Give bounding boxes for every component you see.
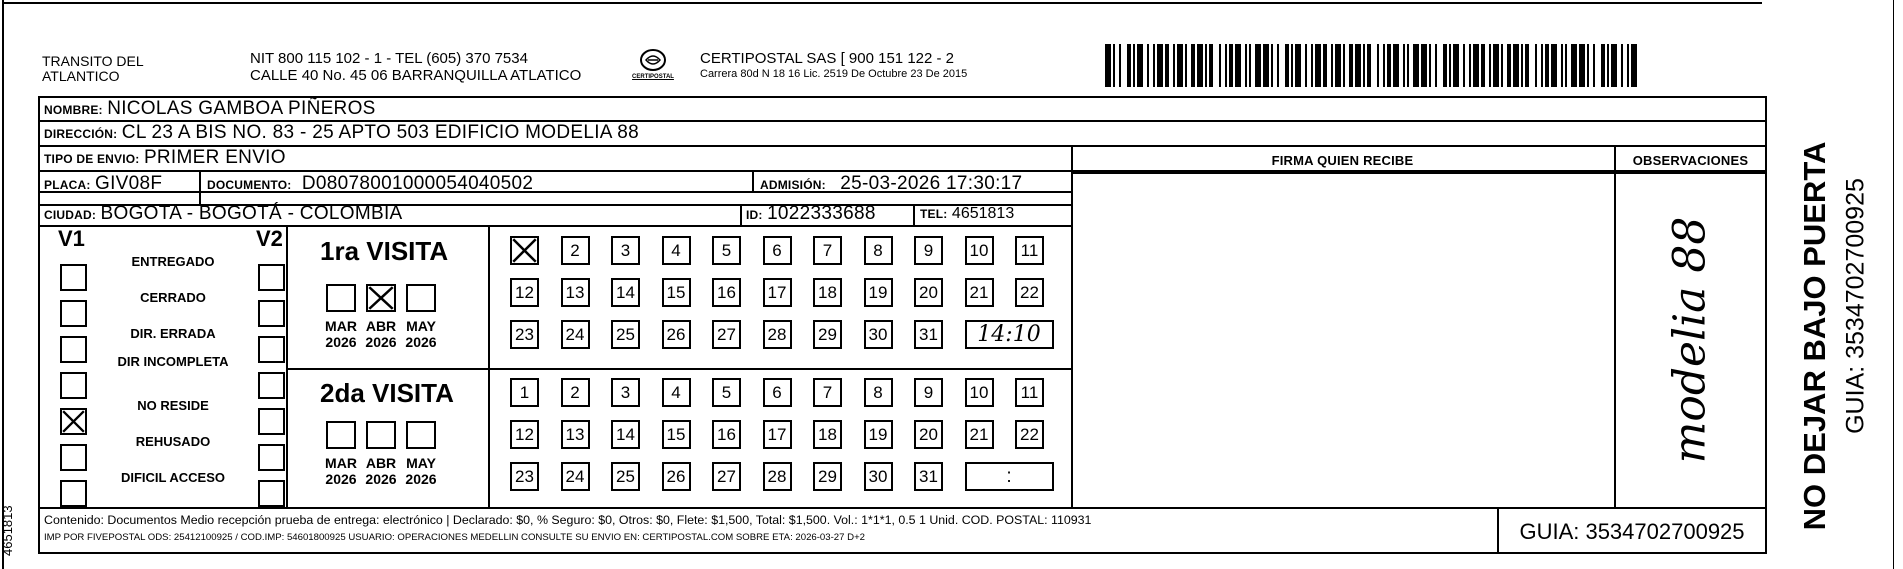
col-firma-left xyxy=(1071,145,1073,507)
day-box: 29 xyxy=(813,320,842,349)
nombre-label: NOMBRE: xyxy=(44,103,103,117)
placa-value: GIV08F xyxy=(94,173,163,194)
day-box: 4 xyxy=(662,236,691,265)
col-header-line xyxy=(1071,172,1767,174)
visit-mid-line xyxy=(286,368,1072,370)
status-divider xyxy=(286,225,288,507)
tel-divider xyxy=(913,204,915,225)
day-box: 13 xyxy=(561,278,590,307)
day-box: 9 xyxy=(914,236,943,265)
month-label xyxy=(399,318,443,350)
day-box: 14 xyxy=(611,420,640,449)
month-name: MAR xyxy=(325,455,357,471)
v1-header: V1 xyxy=(58,226,85,251)
month-checkbox xyxy=(366,284,396,312)
day-box: 16 xyxy=(712,278,741,307)
month-name: ABR xyxy=(365,455,397,471)
day-box: 28 xyxy=(763,462,792,491)
barcode xyxy=(1105,44,1639,87)
v2-header: V2 xyxy=(256,226,283,251)
day-box: 23 xyxy=(510,462,539,491)
day-box: 26 xyxy=(662,320,691,349)
day-box: 3 xyxy=(611,236,640,265)
month-name: MAY xyxy=(406,455,436,471)
status-v1-checkbox xyxy=(60,372,87,399)
admision-cell xyxy=(760,173,1022,195)
day-box: 14 xyxy=(611,278,640,307)
barcode-bar xyxy=(1631,44,1637,87)
status-label: DIR. ERRADA xyxy=(130,326,216,341)
day-box: 20 xyxy=(914,420,943,449)
visit2-title: 2da VISITA xyxy=(320,378,454,408)
time-box: : xyxy=(965,462,1054,491)
carrier-logo-icon xyxy=(639,48,667,72)
direccion-row xyxy=(44,122,639,144)
day-box: 24 xyxy=(561,462,590,491)
month-checkbox xyxy=(406,284,436,312)
day-box: 30 xyxy=(864,320,893,349)
direccion-label: DIRECCIÓN: xyxy=(44,127,118,141)
day-box: 23 xyxy=(510,320,539,349)
row-line-footer xyxy=(38,507,1767,509)
ciudad-value: BOGOTA - BOGOTÁ - COLOMBIA xyxy=(100,203,403,224)
sender-address: CALLE 40 No. 45 06 BARRANQUILLA ATLATICO xyxy=(250,67,582,84)
day-box: 4 xyxy=(662,378,691,407)
status-label: ENTREGADO xyxy=(131,254,215,269)
ciudad-cell xyxy=(44,203,403,225)
admision-label: ADMISIÓN: xyxy=(760,178,826,192)
sender-name-line1: TRANSITO DEL xyxy=(42,53,144,69)
day-box: 5 xyxy=(712,236,741,265)
day-box: 12 xyxy=(510,278,539,307)
day-box: 7 xyxy=(813,236,842,265)
left-edge-phone: 4651813 xyxy=(0,505,15,556)
visit1-title: 1ra VISITA xyxy=(320,236,449,266)
firma-header: FIRMA QUIEN RECIBE xyxy=(1271,153,1414,168)
direccion-value: CL 23 A BIS NO. 83 - 25 APTO 503 EDIFICIO MODELIA 88 xyxy=(121,122,640,143)
day-box: 15 xyxy=(662,420,691,449)
day-box: 3 xyxy=(611,378,640,407)
tipo-row xyxy=(44,147,286,169)
time-box: 14:10 xyxy=(965,320,1054,349)
carrier-logo-text: CERTIPOSTAL xyxy=(632,74,674,80)
side-guia: GUIA: 3534702700925 xyxy=(1841,178,1870,434)
day-box: 13 xyxy=(561,420,590,449)
month-year: 2026 xyxy=(405,334,437,350)
nombre-row xyxy=(44,98,376,120)
day-box: 8 xyxy=(864,378,893,407)
id-divider xyxy=(740,204,742,225)
day-box: 19 xyxy=(864,278,893,307)
day-box: 5 xyxy=(712,378,741,407)
month-name: MAY xyxy=(406,318,436,334)
day-box: 6 xyxy=(763,378,792,407)
visit-divider xyxy=(488,225,490,507)
day-box: 21 xyxy=(965,420,994,449)
day-box: 11 xyxy=(1015,236,1044,265)
day-box: 22 xyxy=(1015,420,1044,449)
documento-cell xyxy=(207,173,533,195)
status-label: CERRADO xyxy=(140,290,206,305)
footer-contenido: Contenido: Documentos Medio recepción prueba de entrega: electrónico | Declarado: $0, % Seguro: $0, Otros: $0, Flete: $1,500, Total: $1,500. Vol.: 1*1*1, 0.5 1 Unid. COD. POSTAL: 110931 xyxy=(44,513,1092,527)
page-top-edge xyxy=(2,2,1762,4)
placa-label: PLACA: xyxy=(44,178,91,192)
month-label xyxy=(399,455,443,487)
documento-label: DOCUMENTO: xyxy=(207,178,292,192)
observation-handwriting xyxy=(1620,185,1760,500)
day-box: 8 xyxy=(864,236,893,265)
row-line-2 xyxy=(38,145,1767,147)
admision-value: 25-03-2026 17:30:17 xyxy=(840,173,1023,194)
placa-cell xyxy=(44,173,162,195)
tel-value: 4651813 xyxy=(951,205,1015,222)
day-box: 10 xyxy=(965,378,994,407)
day-box: 17 xyxy=(763,420,792,449)
day-box: 22 xyxy=(1015,278,1044,307)
day-box: 25 xyxy=(611,320,640,349)
day-box: 24 xyxy=(561,320,590,349)
day-box: 11 xyxy=(1015,378,1044,407)
month-year: 2026 xyxy=(365,471,397,487)
month-name: MAR xyxy=(325,318,357,334)
day-box: 1 xyxy=(510,378,539,407)
day-box: 12 xyxy=(510,420,539,449)
day-box xyxy=(510,236,539,265)
sender-name xyxy=(42,54,144,84)
day-box: 20 xyxy=(914,278,943,307)
month-label xyxy=(359,318,403,350)
day-box: 28 xyxy=(763,320,792,349)
id-cell xyxy=(746,203,876,225)
month-year: 2026 xyxy=(325,471,357,487)
placa-divider xyxy=(199,170,201,205)
month-checkbox xyxy=(326,421,356,449)
day-box: 17 xyxy=(763,278,792,307)
status-label: REHUSADO xyxy=(135,434,211,449)
admision-divider xyxy=(752,170,754,191)
day-box: 26 xyxy=(662,462,691,491)
month-checkbox xyxy=(326,284,356,312)
day-box: 10 xyxy=(965,236,994,265)
day-box: 2 xyxy=(561,236,590,265)
day-box: 27 xyxy=(712,462,741,491)
day-box: 7 xyxy=(813,378,842,407)
status-label: NO RESIDE xyxy=(137,398,209,413)
tipo-value: PRIMER ENVIO xyxy=(143,147,286,168)
day-box: 16 xyxy=(712,420,741,449)
month-year: 2026 xyxy=(405,471,437,487)
day-box: 30 xyxy=(864,462,893,491)
carrier-license: Carrera 80d N 18 16 Lic. 2519 De Octubre 23 De 2015 xyxy=(700,68,968,80)
day-box: 31 xyxy=(914,462,943,491)
day-box: 6 xyxy=(763,236,792,265)
row-line-6 xyxy=(38,225,1072,227)
col-obs-left xyxy=(1614,145,1616,507)
sender-nit: NIT 800 115 102 - 1 - TEL (605) 370 7534 xyxy=(250,50,528,67)
observation-handwriting-text: modelia 88 xyxy=(1664,216,1716,464)
day-box: 18 xyxy=(813,278,842,307)
month-checkbox xyxy=(366,421,396,449)
month-label xyxy=(359,455,403,487)
tipo-label: TIPO DE ENVIO: xyxy=(44,152,140,166)
month-name: ABR xyxy=(365,318,397,334)
sender-info xyxy=(250,50,581,84)
ciudad-label: CIUDAD: xyxy=(44,208,97,222)
sender-name-line2: ATLANTICO xyxy=(42,68,120,84)
day-box: 27 xyxy=(712,320,741,349)
day-box: 9 xyxy=(914,378,943,407)
tel-label: TEL: xyxy=(920,207,948,221)
footer-guia: GUIA: 3534702700925 xyxy=(1519,519,1745,544)
day-box: 15 xyxy=(662,278,691,307)
observaciones-header: OBSERVACIONES xyxy=(1632,153,1749,168)
carrier-info xyxy=(700,50,967,81)
side-no-dejar: NO DEJAR BAJO PUERTA xyxy=(1797,141,1832,531)
month-year: 2026 xyxy=(325,334,357,350)
month-year: 2026 xyxy=(365,334,397,350)
day-box: 29 xyxy=(813,462,842,491)
month-checkbox xyxy=(406,421,436,449)
carrier-logo xyxy=(630,48,676,80)
month-label xyxy=(319,455,363,487)
day-box: 21 xyxy=(965,278,994,307)
status-v2-checkbox xyxy=(258,372,285,399)
id-value: 1022333688 xyxy=(767,203,876,224)
month-label xyxy=(319,318,363,350)
carrier-name: CERTIPOSTAL SAS [ 900 151 122 - 2 xyxy=(700,50,955,67)
day-box: 18 xyxy=(813,420,842,449)
day-box: 2 xyxy=(561,378,590,407)
day-box: 25 xyxy=(611,462,640,491)
page-left-edge xyxy=(2,0,4,569)
documento-value: D08078001000054040502 xyxy=(301,173,534,194)
status-label: DIFICIL ACCESO xyxy=(120,470,225,485)
status-label: DIR INCOMPLETA xyxy=(117,354,229,369)
day-box: 31 xyxy=(914,320,943,349)
right-edge-line xyxy=(1893,0,1894,569)
id-label: ID: xyxy=(746,208,763,222)
footer-imp: IMP POR FIVEPOSTAL ODS: 25412100925 / COD.IMP: 54601800925 USUARIO: OPERACIONES MEDELLIN CONSULTE SU ENVIO EN: CERTIPOSTAL.COM SOBRE ETA: 2026-03-27 D+2 xyxy=(44,532,866,543)
nombre-value: NICOLAS GAMBOA PIÑEROS xyxy=(107,98,376,119)
day-box: 19 xyxy=(864,420,893,449)
tel-cell xyxy=(920,205,1014,223)
